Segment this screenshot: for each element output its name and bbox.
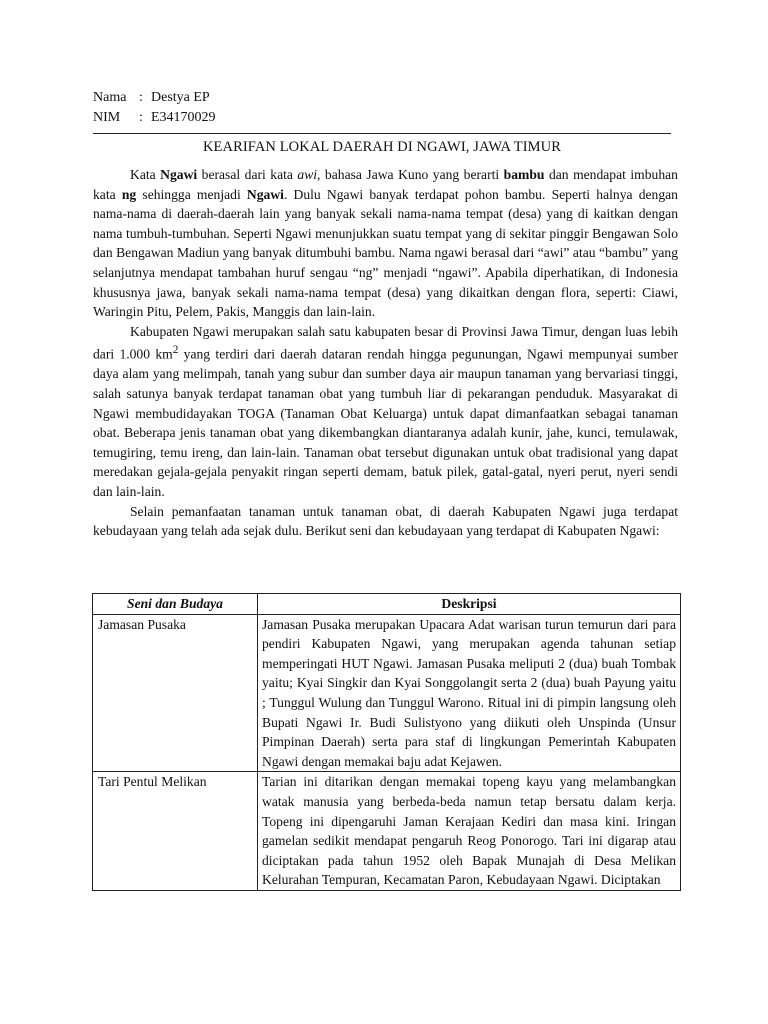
paragraph-culture-intro: Selain pemanfaatan tanaman untuk tanaman obat, di daerah Kabupaten Ngawi juga terdapat kebudayaan yang telah ada sejak dulu. Berikut seni dan kebudayaan yang terdapat di Kabupaten Ngawi: — [93, 503, 678, 539]
p1-text-2: berasal dari kata — [197, 167, 298, 182]
nim-row — [93, 108, 216, 128]
name-separator: : — [139, 90, 143, 105]
p1-text-6: . Dulu Ngawi banyak terdapat pohon bambu. Seperti halnya dengan nama-nama di daerah-daerah lain yang banyak sekali nama-nama tempat (desa) yang di kaitkan dengan nama tumbuh-tumbuhan. Seperti Ngawi menunjukkan suatu tempat yang di sekitar pinggir Bengawan Solo dan Bengawan Madiun yang banyak ditumbuhi bambu. Nama ngawi berasal dari “awi” atau “bambu” yang selanjutnya mendapat tambahan huruf sengau “ng” menjadi “ngawi”. Apabila diperhatikan, di Indonesia khususnya jawa, banyak sekali nama-nama tempat (desa) yang dikaitkan dengan flora, seperti: Ciawi, Waringin Pitu, Pelem, Pakis, Manggis dan lain-lain. — [93, 186, 678, 320]
p1-term-ngawi-2: Ngawi — [246, 186, 284, 202]
nim-label: NIM — [93, 110, 121, 125]
nim-separator: : — [139, 110, 143, 125]
column-header-description: Deskripsi — [258, 594, 681, 615]
p2-text-1: Kabupaten Ngawi merupakan salah satu kabupaten besar di Provinsi Jawa Timur, dengan luas lebih dari 1.000 km — [93, 323, 678, 362]
p1-text-5: sehingga menjadi — [136, 186, 247, 202]
table-cell-description: Tarian ini ditarikan dengan memakai topeng kayu yang melambangkan watak manusia yang berbeda-beda namun tetap bersatu dalam kerja. Topeng ini dipengaruhi Jaman Kerajaan Kediri dan masa kini. Iringan gamelan sedikit mendapat pengaruh Reog Ponorogo. Tari ini digarap atau diciptakan pada tahun 1952 oleh Bapak Munajah di Desa Melikan Kelurahan Tempuran, Kecamatan Paron, Kebudayaan Ngawi. Diciptakan — [258, 772, 681, 891]
header-divider — [93, 133, 671, 134]
p1-term-awi: awi — [297, 167, 318, 182]
table-cell-name: Tari Pentul Melikan — [93, 772, 258, 891]
p1-text-4: dan mendapat imbuhan kata — [93, 167, 678, 202]
culture-table — [92, 593, 681, 891]
table-row — [93, 772, 681, 891]
name-label: Nama — [93, 90, 127, 105]
p1-term-ng: ng — [121, 186, 137, 202]
student-header — [93, 88, 216, 128]
column-header-arts-text: Seni dan Budaya — [127, 596, 223, 611]
p1-text-3: , bahasa Jawa Kuno yang berarti — [317, 167, 504, 182]
p1-text-1: Kata — [130, 167, 161, 182]
p2-text-2: yang terdiri dari daerah dataran rendah hingga pegunungan, Ngawi mempunyai sumber daya alam yang melimpah, tanah yang subur dan sumber daya air maupun tanaman yang bervariasi tinggi, salah satunya banyak terdapat tanaman obat yang tumbuh liar di pekarangan penduduk. Masyarakat di Ngawi membudidayakan TOGA (Tanaman Obat Keluarga) untuk dapat dimanfaatkan sebagai tanaman obat. Beberapa jenis tanaman obat yang dikembangkan diantaranya adalah kunir, jahe, kunci, temulawak, temugiring, temu ireng, dan lain-lain. Tanaman obat tersebut digunakan untuk obat tradisional yang dapat meredakan gejala-gejala penyakit ringan seperti demam, batuk pilek, gatal-gatal, nyeri perut, nyeri sendi dan lain-lain. — [93, 346, 678, 500]
table-row — [93, 614, 681, 772]
p1-term-bambu: bambu — [503, 167, 545, 182]
table-cell-description: Jamasan Pusaka merupakan Upacara Adat warisan turun temurun dari para pendiri Kabupaten Ngawi, yang merupakan agenda tahunan setiap memperingati HUT Ngawi. Jamasan Pusaka meliputi 2 (dua) buah Tombak yaitu; Kyai Singkir dan Kyai Songgolangit serta 2 (dua) buah Payung yaitu ; Tunggul Wulung dan Tunggul Warono. Ritual ini di pimpin langsung oleh Bupati Ngawi Ir. Budi Sulistyono yang diikuti oleh Unspinda (Unsur Pimpinan Daerah) serta para staf di lingkungan Pemerintah Kabupaten Ngawi dengan memakai baju adat Kejawen. — [258, 614, 681, 772]
name-row — [93, 88, 216, 108]
p1-term-ngawi: Ngawi — [160, 167, 198, 182]
nim-value: E34170029 — [151, 110, 216, 125]
p2-superscript: 2 — [172, 344, 179, 357]
document-body — [93, 165, 678, 541]
page-bottom-margin — [0, 931, 768, 1024]
document-title: KEARIFAN LOKAL DAERAH DI NGAWI, JAWA TIMUR — [202, 139, 562, 155]
column-header-arts — [93, 594, 258, 615]
table-header-row — [93, 594, 681, 615]
name-value: Destya EP — [151, 90, 210, 105]
paragraph-geography — [93, 322, 678, 502]
table-cell-name: Jamasan Pusaka — [93, 614, 258, 772]
paragraph-etymology — [93, 165, 678, 322]
